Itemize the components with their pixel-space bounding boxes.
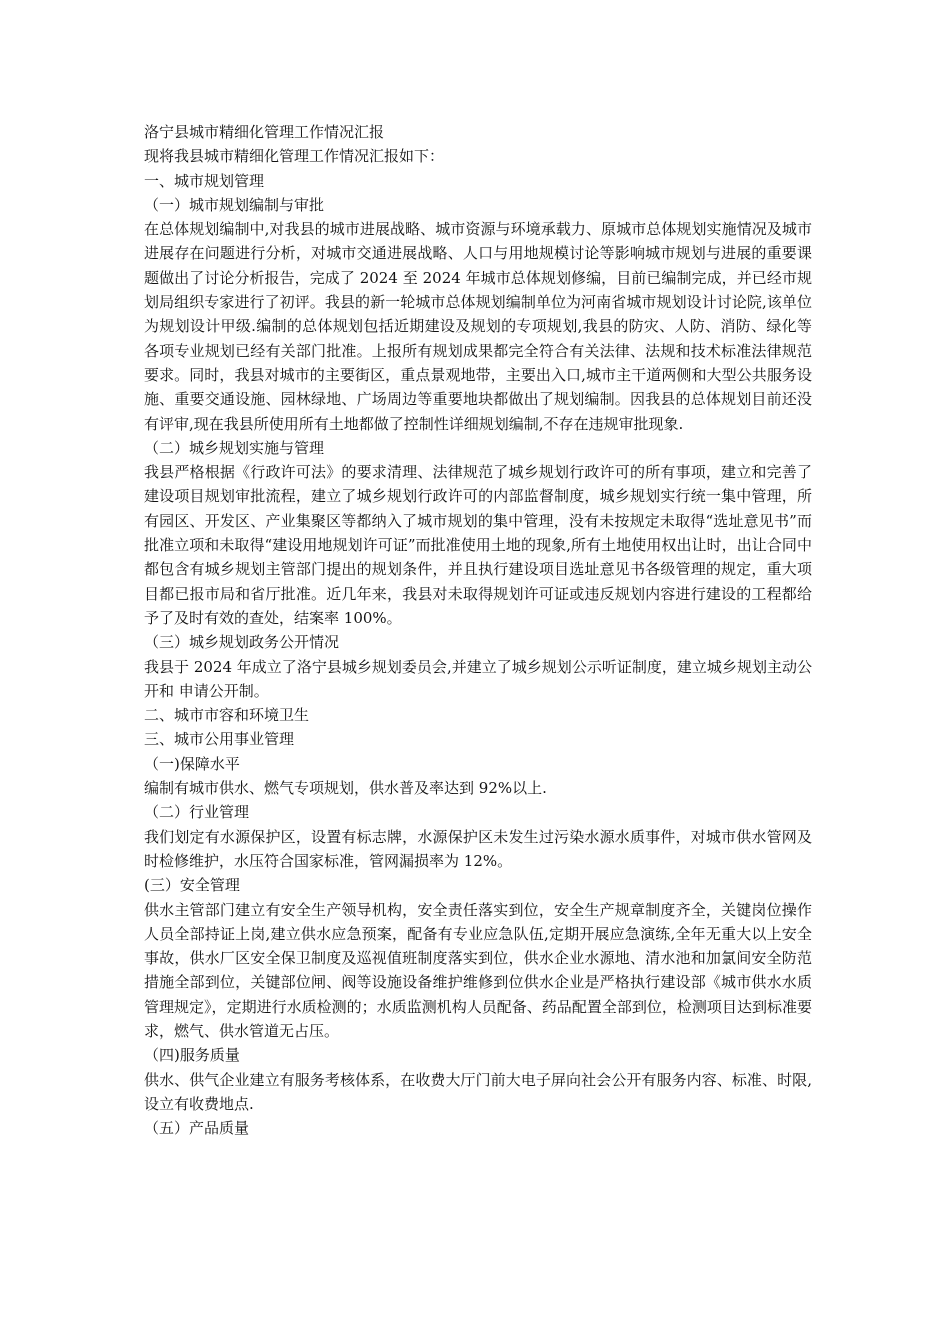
subsection-heading: (三）安全管理 <box>144 876 240 895</box>
paragraph: 供水主管部门建立有安全生产领导机构，安全责任落实到位，安全生产规章制度齐全，关键岗位操作人员全部持证上岗,建立供水应急预案，配备有专业应急队伍,定期开展应急演练,全年无重大以上安全事故，供水厂区安全保卫制度及巡视值班制度落实到位，供水企业水源地、清水池和加氯间安全防范措施全部到位，关键部位闸、阀等设施设备维护维修到位供水企业是严格执行建设部《城市供水水质管理规定》，定期进行水质检测的；水质监测机构人员配备、药品配置全部到位，检测项目达到标准要求，燃气、供水管道无占压。 <box>144 900 812 1040</box>
paragraph: 我县于 2024 年成立了洛宁县城乡规划委员会,并建立了城乡规划公示听证制度，建立城乡规划主动公开和 申请公开制。 <box>144 657 812 700</box>
subsection-heading: （三）城乡规划政务公开情况 <box>144 633 340 652</box>
paragraph: 我县严格根据《行政许可法》的要求清理、法律规范了城乡规划行政许可的所有事项，建立和完善了建设项目规划审批流程，建立了城乡规划行政许可的内部监督制度，城乡规划实行统一集中管理，所有园区、开发区、产业集聚区等都纳入了城市规划的集中管理，没有未按规定未取得“选址意见书”而批准立项和未取得“建设用地规划许可证”而批准使用土地的现象,所有土地使用权出让时，出让合同中都包含有城乡规划主管部门提出的规划条件，并且执行建设项目选址意见书各级管理的规定，重大项目都已报市局和省厅批准。近几年来，我县对未取得规划许可证或违反规划内容进行建设的工程都给予了及时有效的查处，结案率 100%。 <box>144 463 812 627</box>
subsection-heading: （四)服务质量 <box>144 1046 240 1065</box>
subsection-heading: （一）城市规划编制与审批 <box>144 195 325 214</box>
subsection-heading: （二）城乡规划实施与管理 <box>144 438 325 457</box>
subsection-heading: （五）产品质量 <box>144 1119 250 1138</box>
subsection-heading: （二）行业管理 <box>144 803 250 822</box>
subsection-heading: （一)保障水平 <box>144 754 240 773</box>
paragraph: 在总体规划编制中,对我县的城市进展战略、城市资源与环境承载力、原城市总体规划实施情况及城市进展存在问题进行分析，对城市交通进展战略、人口与用地规模讨论等影响城市规划与进展的重要课题做出了讨论分析报告，完成了 2024 至 2024 年城市总体规划修编，目前已编制完成，并已经市规划局组织专家进行了初评。我县的新一轮城市总体规划编制单位为河南省城市规划设计讨论院,该单位为规划设计甲级.编制的总体规划包括近期建设及规划的专项规划,我县的防灾、人防、消防、绿化等各项专业规划已经有关部门批准。上报所有规划成果都完全符合有关法律、法规和技术标准法律规范要求。同时，我县对城市的主要街区，重点景观地带，主要出入口,城市主干道两侧和大型公共服务设施、重要交通设施、园林绿地、广场周边等重要地块都做出了规划编制。因我县的总体规划目前还没有评审,现在我县所使用所有土地都做了控制性详细规划编制,不存在违规审批现象. <box>144 220 812 433</box>
paragraph: 我们划定有水源保护区，设置有标志牌，水源保护区未发生过污染水源水质事件，对城市供水管网及时检修维护，水压符合国家标准，管网漏损率为 12%。 <box>144 827 812 870</box>
paragraph: 编制有城市供水、燃气专项规划，供水普及率达到 92%以上. <box>144 779 547 798</box>
section-heading: 三、城市公用事业管理 <box>144 730 295 749</box>
document-page <box>144 120 812 1140</box>
section-heading: 一、城市规划管理 <box>144 171 265 190</box>
intro-line: 现将我县城市精细化管理工作情况汇报如下： <box>144 147 445 166</box>
paragraph: 供水、供气企业建立有服务考核体系，在收费大厅门前大电子屏向社会公开有服务内容、标准、时限,设立有收费地点. <box>144 1070 812 1113</box>
section-heading: 二、城市市容和环境卫生 <box>144 706 310 725</box>
document-title: 洛宁县城市精细化管理工作情况汇报 <box>144 123 385 141</box>
